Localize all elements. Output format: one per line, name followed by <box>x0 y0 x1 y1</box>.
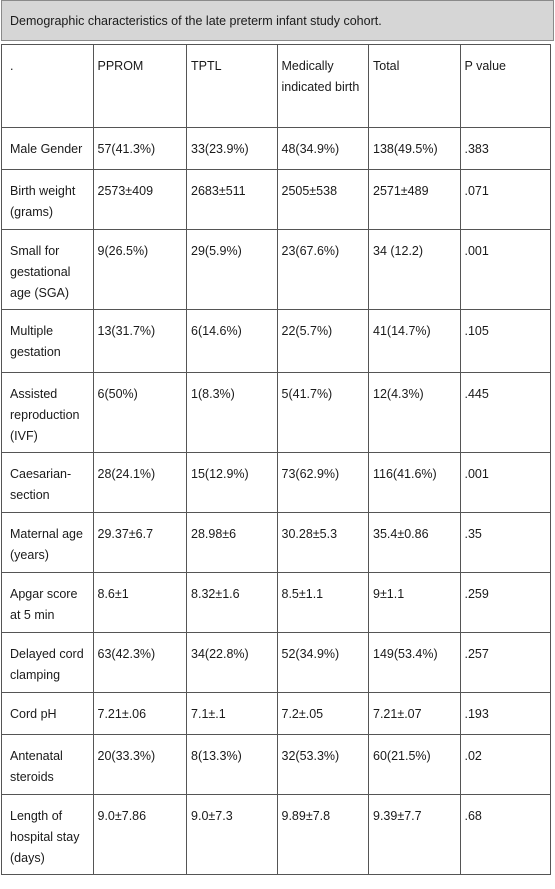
table-header-row <box>2 45 551 128</box>
table-cell: 41(14.7%) <box>369 310 461 373</box>
table-cell: 8.6±1 <box>93 573 187 633</box>
row-label: Small for gestational age (SGA) <box>2 230 94 310</box>
table-cell: 32(53.3%) <box>277 735 369 795</box>
table-cell: 7.1±.1 <box>187 693 277 735</box>
table-cell: 15(12.9%) <box>187 453 277 513</box>
row-label: Assisted reproduction (IVF) <box>2 373 94 453</box>
table-cell: 9.0±7.86 <box>93 795 187 875</box>
table-cell: 9.0±7.3 <box>187 795 277 875</box>
table-cell: 6(50%) <box>93 373 187 453</box>
table-cell: 9±1.1 <box>369 573 461 633</box>
table-cell: 35.4±0.86 <box>369 513 461 573</box>
table-cell: .383 <box>460 128 551 170</box>
table-cell: 33(23.9%) <box>187 128 277 170</box>
table-cell: .68 <box>460 795 551 875</box>
table-cell: 13(31.7%) <box>93 310 187 373</box>
table-cell: .02 <box>460 735 551 795</box>
row-label: Birth weight (grams) <box>2 170 94 230</box>
table-row <box>2 128 551 170</box>
table-row <box>2 453 551 513</box>
table-cell: 23(67.6%) <box>277 230 369 310</box>
table-cell: 28.98±6 <box>187 513 277 573</box>
table-cell: .001 <box>460 453 551 513</box>
table-cell: 73(62.9%) <box>277 453 369 513</box>
table-cell: .001 <box>460 230 551 310</box>
table-cell: .071 <box>460 170 551 230</box>
table-cell: .105 <box>460 310 551 373</box>
column-header: . <box>2 45 94 128</box>
table-cell: 28(24.1%) <box>93 453 187 513</box>
table-cell: 48(34.9%) <box>277 128 369 170</box>
table-cell: 7.21±.06 <box>93 693 187 735</box>
table-cell: 29(5.9%) <box>187 230 277 310</box>
table-row <box>2 230 551 310</box>
row-label: Length of hospital stay (days) <box>2 795 94 875</box>
table-cell: 9.89±7.8 <box>277 795 369 875</box>
table-cell: 57(41.3%) <box>93 128 187 170</box>
table-cell: 34(22.8%) <box>187 633 277 693</box>
table-cell: .257 <box>460 633 551 693</box>
table-row <box>2 573 551 633</box>
column-header: Total <box>369 45 461 128</box>
column-header: P value <box>460 45 551 128</box>
table-cell: 6(14.6%) <box>187 310 277 373</box>
table-cell: 9.39±7.7 <box>369 795 461 875</box>
row-label: Maternal age (years) <box>2 513 94 573</box>
table-cell: 34 (12.2) <box>369 230 461 310</box>
table-cell: 2505±538 <box>277 170 369 230</box>
table-row <box>2 735 551 795</box>
table-row <box>2 513 551 573</box>
table-cell: 20(33.3%) <box>93 735 187 795</box>
column-header: PPROM <box>93 45 187 128</box>
row-label: Caesarian-section <box>2 453 94 513</box>
table-cell: 60(21.5%) <box>369 735 461 795</box>
table-row <box>2 170 551 230</box>
table-cell: .193 <box>460 693 551 735</box>
table-cell: .35 <box>460 513 551 573</box>
row-label: Multiple gestation <box>2 310 94 373</box>
table-cell: 2573±409 <box>93 170 187 230</box>
row-label: Antenatal steroids <box>2 735 94 795</box>
table-cell: 8(13.3%) <box>187 735 277 795</box>
table-cell: 29.37±6.7 <box>93 513 187 573</box>
table-cell: 138(49.5%) <box>369 128 461 170</box>
table-cell: .259 <box>460 573 551 633</box>
row-label: Apgar score at 5 min <box>2 573 94 633</box>
table-row <box>2 373 551 453</box>
table-cell: 12(4.3%) <box>369 373 461 453</box>
table-cell: 7.21±.07 <box>369 693 461 735</box>
table-cell: 2683±511 <box>187 170 277 230</box>
table-cell: 2571±489 <box>369 170 461 230</box>
table-cell: 7.2±.05 <box>277 693 369 735</box>
demographics-table <box>1 44 551 875</box>
row-label: Male Gender <box>2 128 94 170</box>
table-row <box>2 795 551 875</box>
table-cell: 149(53.4%) <box>369 633 461 693</box>
table-row <box>2 633 551 693</box>
table-cell: 52(34.9%) <box>277 633 369 693</box>
table-row <box>2 310 551 373</box>
table-cell: 22(5.7%) <box>277 310 369 373</box>
table-cell: 5(41.7%) <box>277 373 369 453</box>
table-cell: 8.5±1.1 <box>277 573 369 633</box>
table-cell: 1(8.3%) <box>187 373 277 453</box>
table-caption: Demographic characteristics of the late preterm infant study cohort. <box>1 0 554 41</box>
column-header: TPTL <box>187 45 277 128</box>
table-row <box>2 693 551 735</box>
table-cell: .445 <box>460 373 551 453</box>
table-cell: 30.28±5.3 <box>277 513 369 573</box>
row-label: Delayed cord clamping <box>2 633 94 693</box>
table-cell: 8.32±1.6 <box>187 573 277 633</box>
table-cell: 116(41.6%) <box>369 453 461 513</box>
table-cell: 9(26.5%) <box>93 230 187 310</box>
table-container <box>1 0 554 875</box>
table-cell: 63(42.3%) <box>93 633 187 693</box>
column-header: Medically indicated birth <box>277 45 369 128</box>
row-label: Cord pH <box>2 693 94 735</box>
